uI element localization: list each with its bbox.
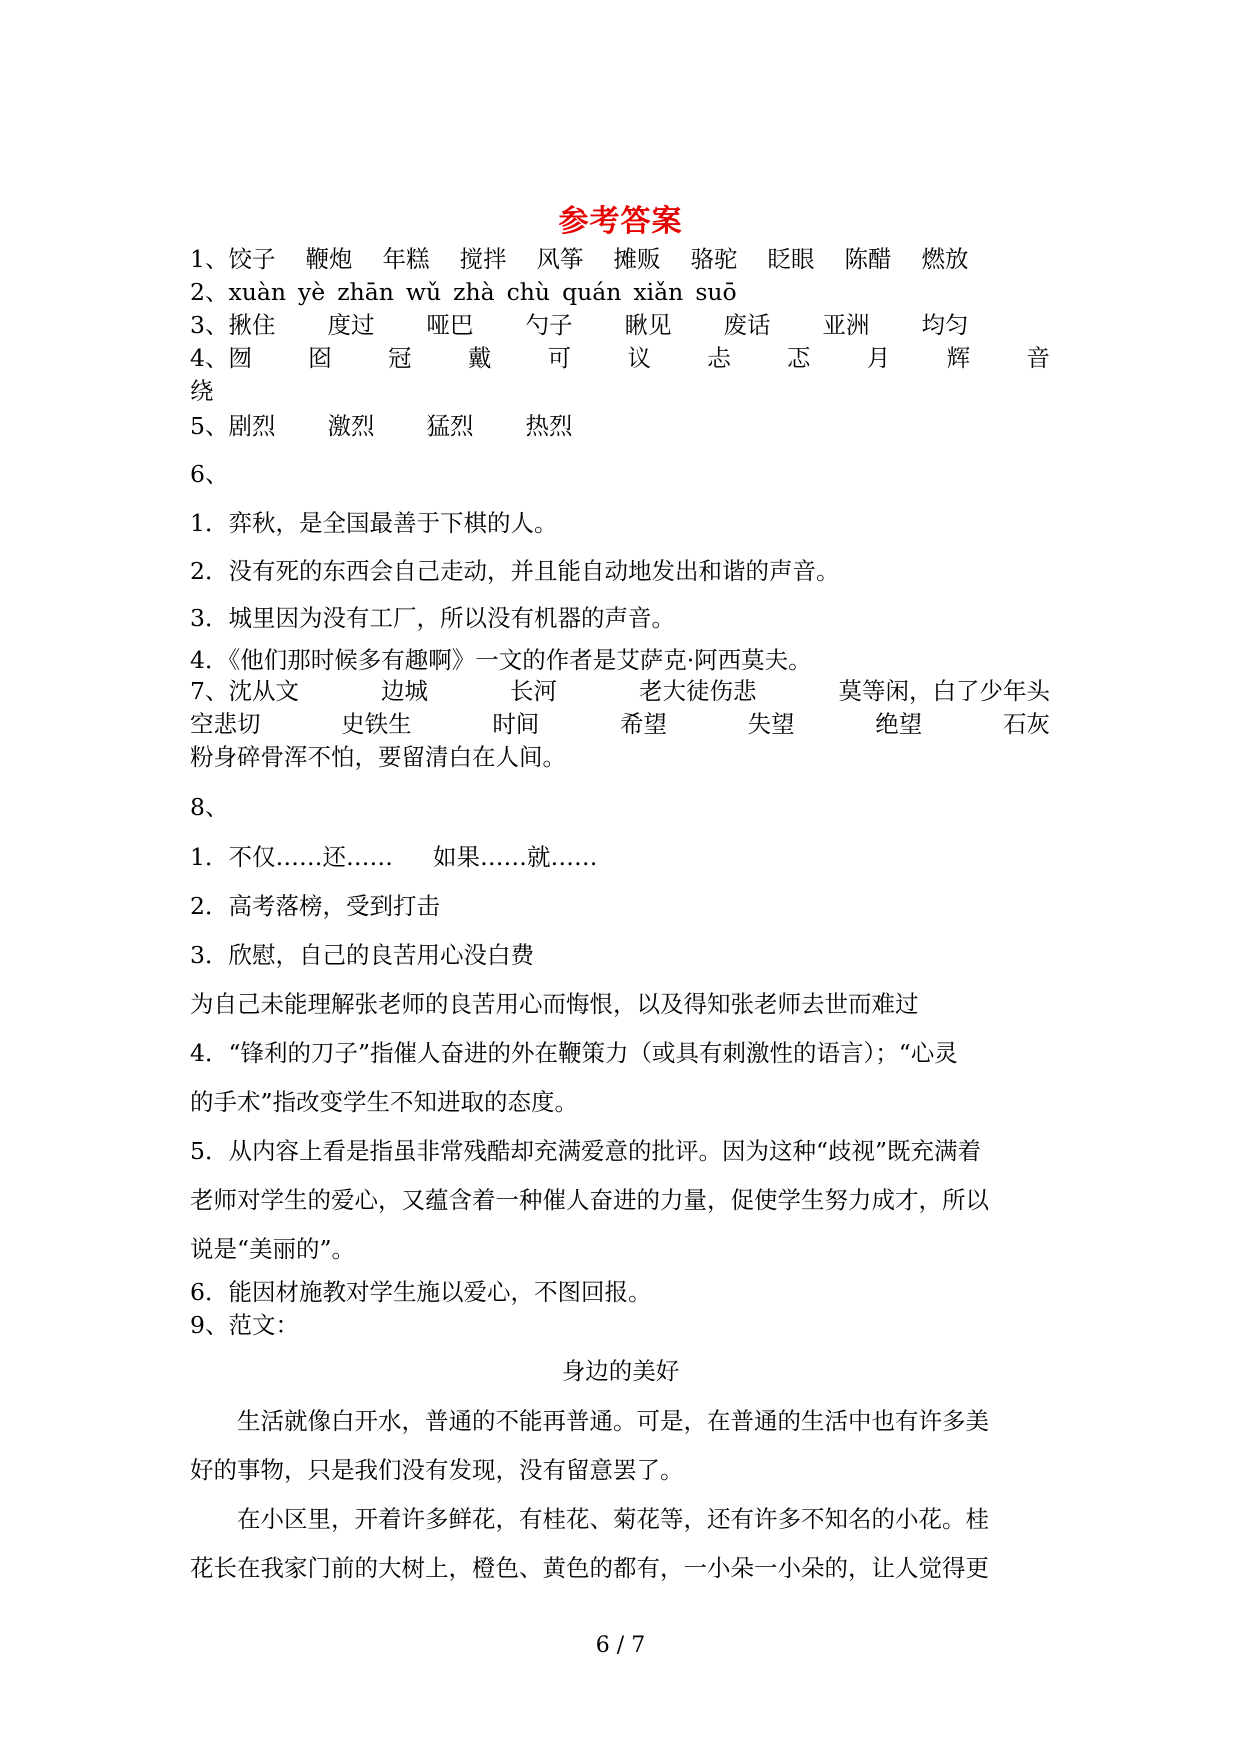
page-number: 6 / 7 [595, 1633, 646, 1658]
pinyin-item: xiǎn [633, 278, 684, 306]
answer-3-word: 3、揪住 [190, 311, 276, 339]
pinyin-item: quán [562, 278, 622, 306]
answer-8-item-1 [190, 842, 597, 872]
pinyin-item: 2、xuàn [190, 278, 286, 306]
answer-7-item: 空悲切 [190, 710, 261, 738]
answer-7-line-2 [190, 709, 1050, 739]
answer-8-item-4a: 4．“锋利的刀子”指催人奋进的外在鞭策力（或具有刺激性的语言）；“心灵 [190, 1039, 958, 1067]
answer-3-word: 亚洲 [822, 311, 870, 339]
essay-paragraph-2-line-2: 花长在我家门前的大树上，橙色、黄色的都有，一小朵一小朵的，让人觉得更 [190, 1554, 989, 1582]
answer-6-label: 6、 [190, 460, 229, 488]
answer-7-item: 失望 [747, 710, 795, 738]
answer-8-item-5c: 说是“美丽的”。 [190, 1235, 356, 1263]
pinyin-item: yè [298, 278, 326, 306]
answer-7-item: 石灰 [1002, 710, 1050, 738]
answer-5 [190, 411, 624, 441]
pinyin-item: zhà [453, 278, 495, 306]
answer-8-item-6: 6．能因材施教对学生施以爱心，不图回报。 [190, 1278, 652, 1306]
answer-5-word: 5、剧烈 [190, 412, 276, 440]
answer-7-item: 7、沈从文 [190, 677, 299, 705]
answer-5-word: 猛烈 [426, 412, 474, 440]
answer-7-item: 史铁生 [341, 710, 412, 738]
answer-4-char: 月 [866, 344, 891, 372]
answer-3-word: 瞅见 [624, 311, 672, 339]
answer-3 [190, 310, 1020, 340]
answer-6-item: 2．没有死的东西会自己走动，并且能自动地发出和谐的声音。 [190, 557, 840, 585]
answer-8-item-1b: 如果……就…… [432, 843, 598, 871]
answer-7-item: 时间 [492, 710, 540, 738]
answer-1 [190, 244, 998, 274]
answer-4-char: 4、囫 [190, 344, 252, 372]
essay-title: 身边的美好 [561, 1357, 680, 1385]
answer-9-label: 9、范文： [190, 1311, 299, 1339]
answer-7-item: 莫等闲，白了少年头 [838, 677, 1050, 705]
answer-6-item: 1．弈秋，是全国最善于下棋的人。 [190, 509, 558, 537]
answer-1-word: 1、饺子 [190, 245, 276, 273]
answer-4-char: 忑 [787, 344, 811, 372]
answer-7-item: 希望 [619, 710, 667, 738]
answer-8-item-1a: 1．不仅……还…… [190, 843, 393, 871]
answer-3-word: 均匀 [921, 311, 969, 339]
answer-3-word: 哑巴 [426, 311, 474, 339]
answer-1-word: 鞭炮 [305, 245, 353, 273]
answer-4-char: 戴 [467, 344, 492, 372]
answer-1-word: 眨眼 [767, 245, 815, 273]
answer-1-word: 年糕 [382, 245, 430, 273]
answer-7-line-1 [190, 676, 1050, 706]
answer-7-line-3: 粉身碎骨浑不怕，要留清白在人间。 [190, 743, 566, 771]
answer-7-item: 老大徒伤悲 [638, 677, 757, 705]
answer-2 [190, 277, 737, 307]
answer-7-item: 边城 [380, 677, 428, 705]
answer-5-word: 热烈 [525, 412, 573, 440]
essay-paragraph-2-line-1: 在小区里，开着许多鲜花，有桂花、菊花等，还有许多不知名的小花。桂 [237, 1505, 989, 1533]
answer-8-item-4b: 的手术”指改变学生不知进取的态度。 [190, 1088, 579, 1116]
answer-4-char: 音 [1026, 344, 1050, 372]
answer-3-word: 度过 [327, 311, 375, 339]
answer-3-word: 勺子 [525, 311, 573, 339]
answer-7-item: 长河 [509, 677, 557, 705]
answer-8-item-3b: 为自己未能理解张老师的良苦用心而悔恨，以及得知张老师去世而难过 [190, 990, 919, 1018]
essay-paragraph-1-line-1: 生活就像白开水，普通的不能再普通。可是，在普通的生活中也有许多美 [237, 1407, 989, 1435]
pinyin-item: zhān [337, 278, 394, 306]
answer-1-word: 摊贩 [613, 245, 661, 273]
answer-4-char: 议 [627, 344, 651, 372]
answer-4-char: 辉 [946, 344, 971, 372]
answer-6-item: 4．《他们那时候多有趣啊》一文的作者是艾萨克·阿西莫夫。 [190, 646, 812, 674]
answer-5-word: 激烈 [327, 412, 375, 440]
answer-6-item: 3．城里因为没有工厂，所以没有机器的声音。 [190, 604, 675, 632]
essay-paragraph-1-line-2: 好的事物，只是我们没有发现，没有留意罢了。 [190, 1456, 684, 1484]
pinyin-item: wǔ [405, 278, 442, 306]
answer-4-char: 冠 [388, 344, 412, 372]
answer-1-word: 陈醋 [844, 245, 892, 273]
answer-8-item-5b: 老师对学生的爱心，又蕴含着一种催人奋进的力量，促使学生努力成才，所以 [190, 1186, 989, 1214]
answer-1-word: 骆驼 [690, 245, 738, 273]
answer-4-char: 忐 [707, 344, 731, 372]
answer-4-char: 可 [547, 344, 572, 372]
answer-8-item-3: 3．欣慰，自己的良苦用心没白费 [190, 941, 534, 969]
answer-4 [190, 343, 1050, 373]
pinyin-item: suō [695, 278, 737, 306]
answer-4-continued: 绕 [190, 377, 214, 405]
answer-1-word: 搅拌 [459, 245, 507, 273]
page-title: 参考答案 [558, 204, 683, 239]
answer-8-label: 8、 [190, 793, 229, 821]
answer-4-char: 囵 [308, 344, 332, 372]
answer-7-item: 绝望 [875, 710, 923, 738]
answer-8-item-2: 2．高考落榜，受到打击 [190, 892, 440, 920]
answer-8-item-5a: 5．从内容上看是指虽非常残酷却充满爱意的批评。因为这种“歧视”既充满着 [190, 1137, 981, 1165]
answer-3-word: 废话 [723, 311, 771, 339]
answer-1-word: 燃放 [921, 245, 969, 273]
pinyin-item: chù [506, 278, 551, 306]
answer-1-word: 风筝 [536, 245, 584, 273]
